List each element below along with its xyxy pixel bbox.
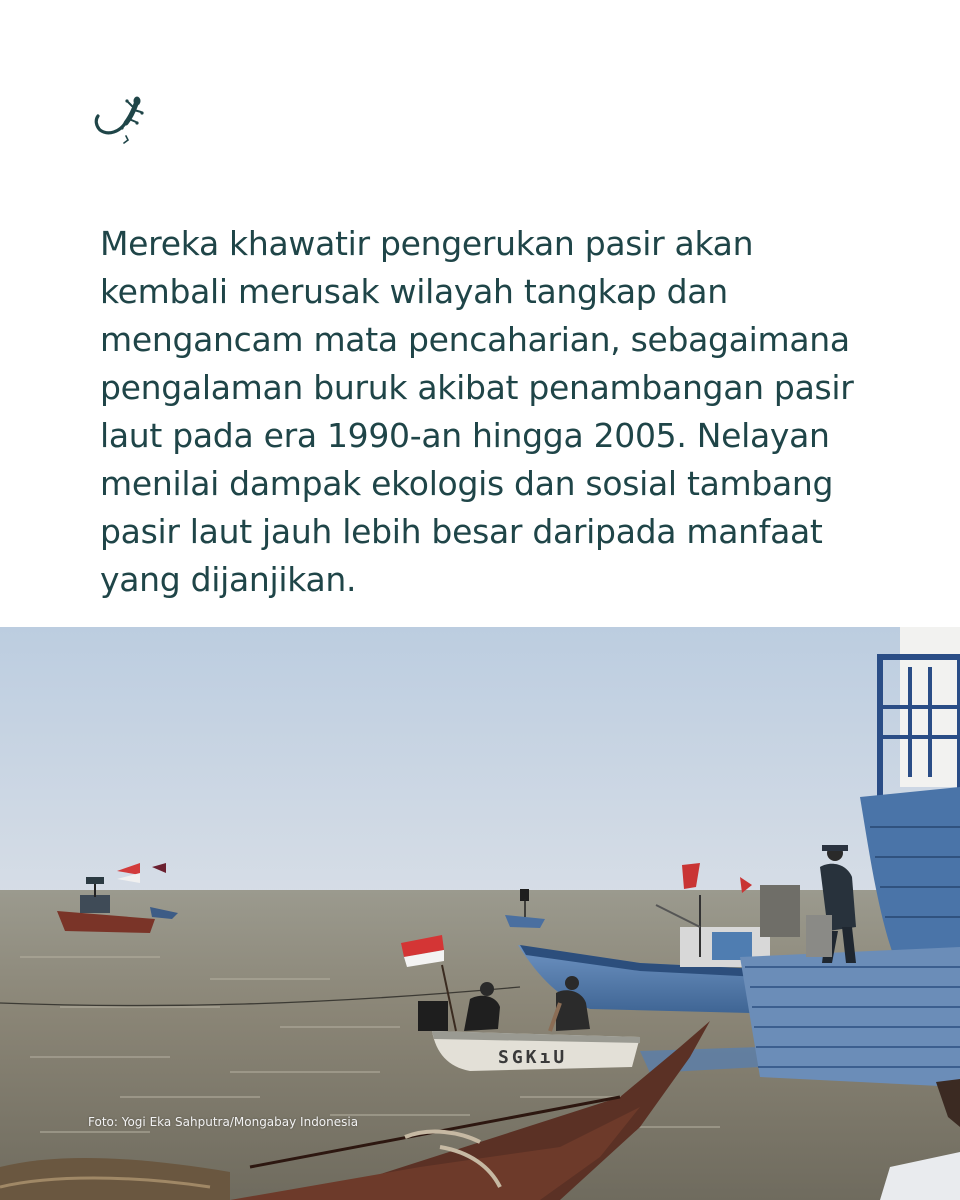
- gecko-icon: [90, 92, 150, 152]
- quote-text: Mereka khawatir pengerukan pasir akan kembali merusak wilayah tangkap dan mengancam mata pencaharian, sebagaimana pengalaman buruk akibat penambangan pasir laut pada era 1990-an hingga 2005. Nelayan menilai dampak ekologis dan sosial tambang pasir laut jauh lebih besar daripada manfaat yang dijanjikan.: [100, 224, 854, 599]
- photo-credit: Foto: Yogi Eka Sahputra/Mongabay Indonesia: [88, 1115, 359, 1129]
- boat-marking: SGKıU: [498, 1047, 568, 1068]
- sky: [0, 627, 960, 895]
- photo-fishing-boats: [0, 627, 960, 1200]
